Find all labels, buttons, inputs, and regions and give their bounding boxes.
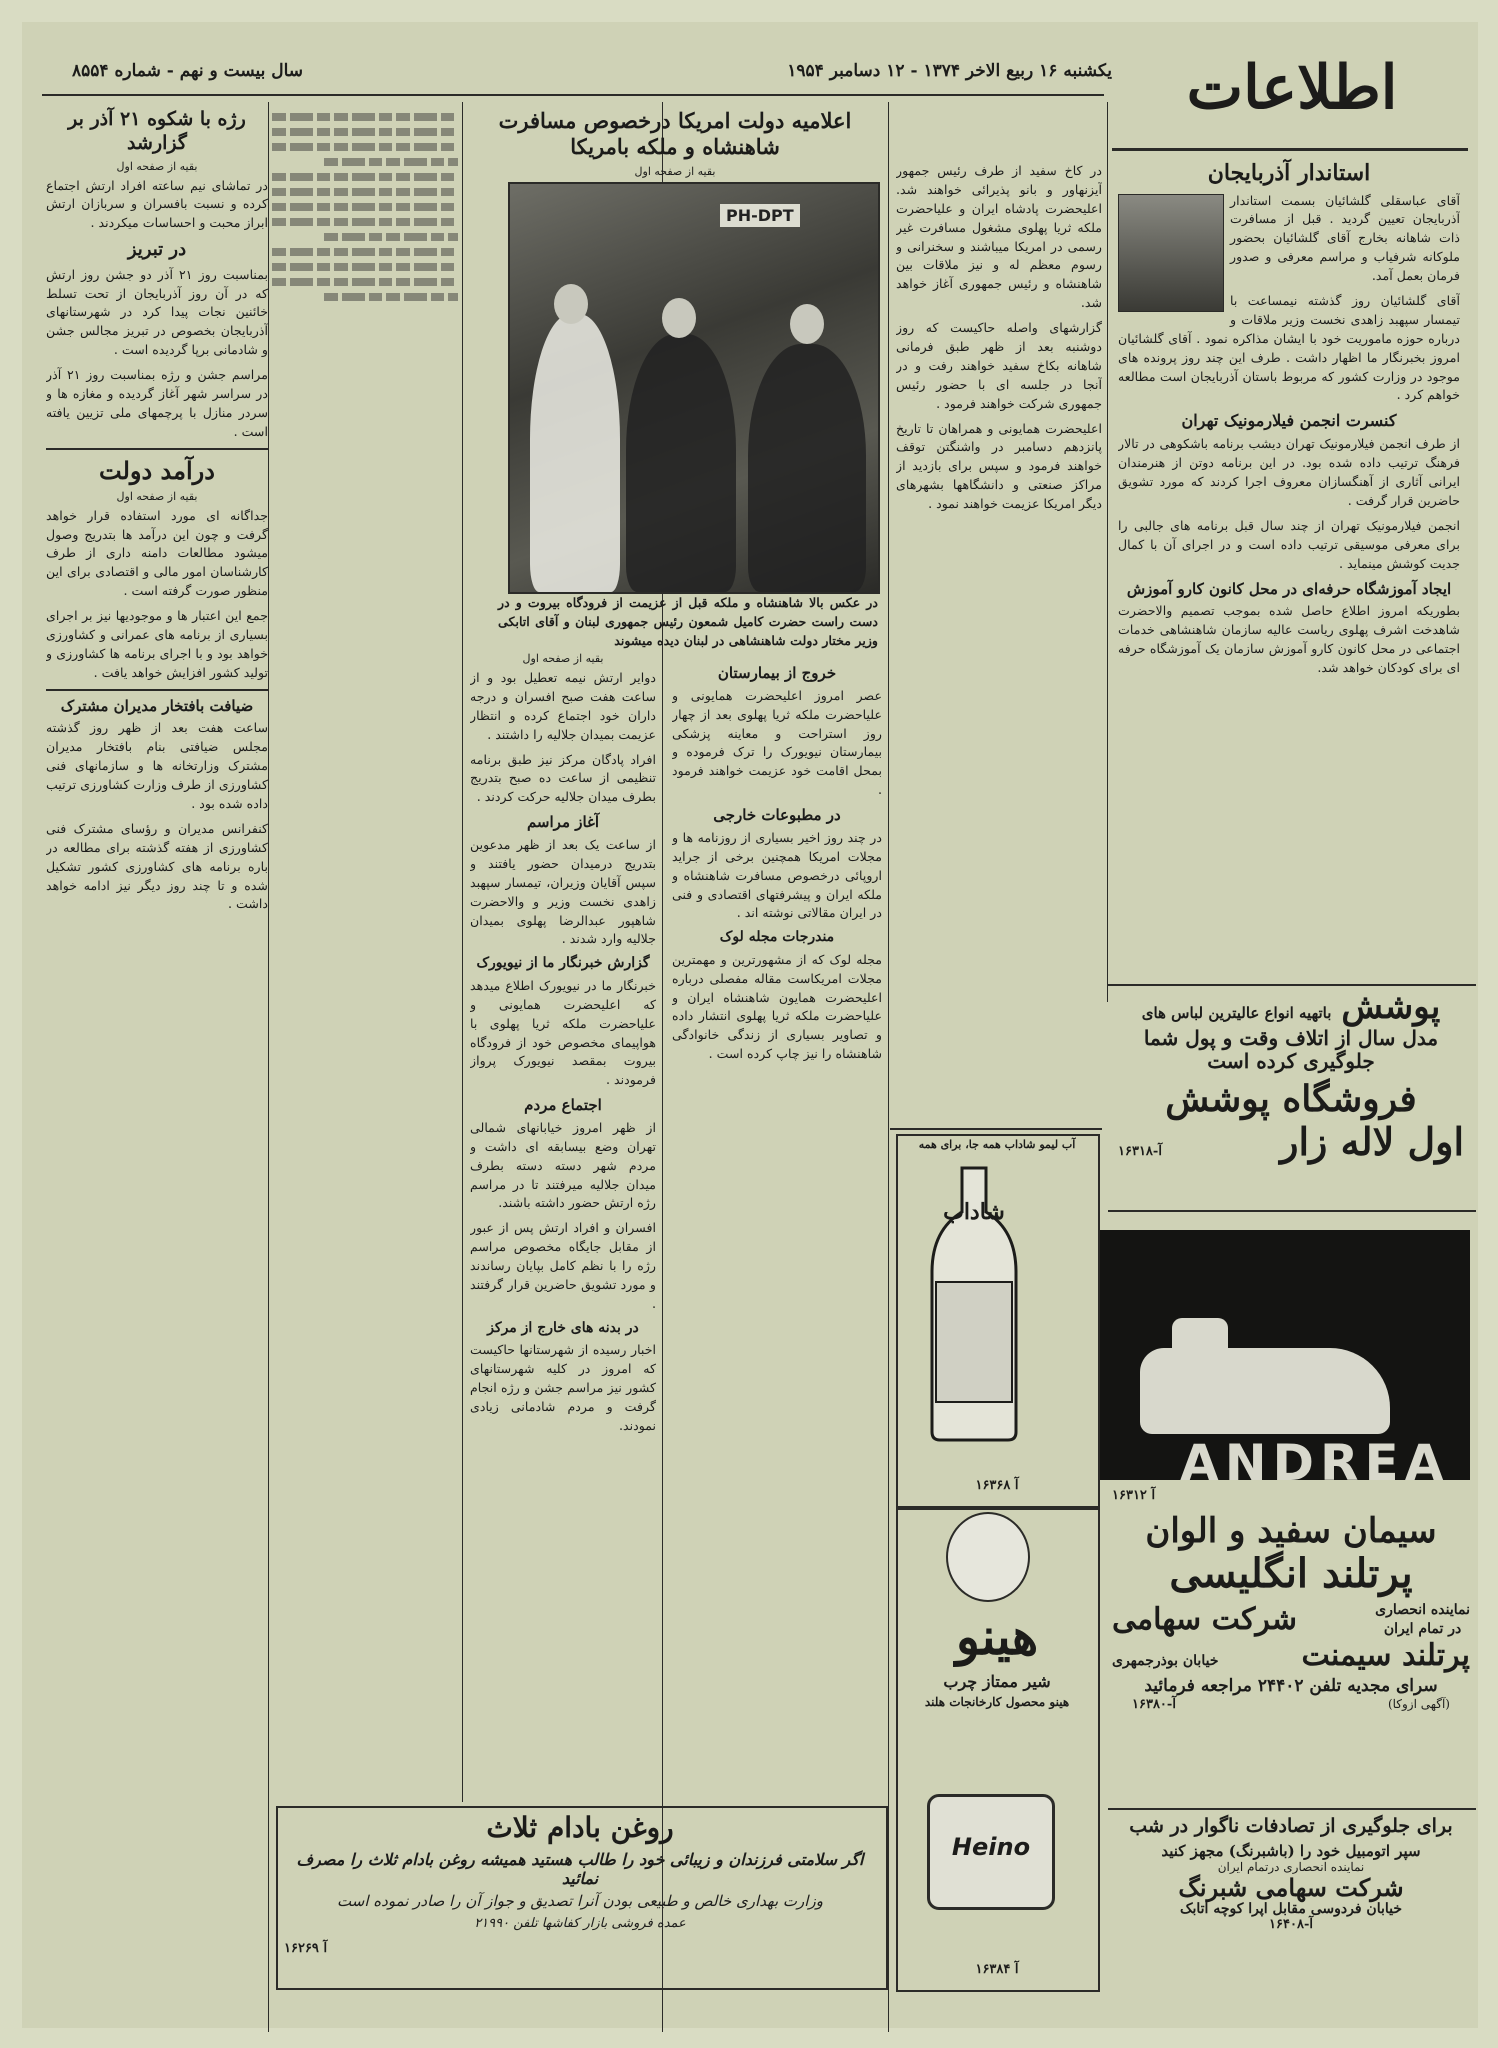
article-text: ساعت هفت بعد از ظهر روز گذشته مجلس ضیافتی بنام بافتخار مدیران مشترک وزارتخانه ها و سازمانهای فنی کشاورزی از طرف وزارت کشاورزی ترتیب داده شده بود . xyxy=(46,720,268,812)
text-line xyxy=(272,218,458,226)
heading-foreign-press: در مطبوعات خارجی xyxy=(713,806,841,825)
ad-brand: ANDREA xyxy=(1180,1434,1450,1480)
article-text: عصر امروز اعلیحضرت همایونی و علیاحضرت ملکه ثریا پهلوی بعد از چهار روز استراحت و معاینه پزشکی بیمارستان نیویورک را ترک فرموده و بمحل اقامت خود عزیمت خواهند فرمود . xyxy=(672,687,882,798)
ad-line: باتهیه انواع عالیترین لباس های xyxy=(1141,1004,1332,1022)
aircraft-registration: PH-DPT xyxy=(720,204,800,227)
article-text: دوایر ارتش نیمه تعطیل بود و از ساعت هفت صبح افسران و درجه داران خود اجتماع کرده و انتظار عزیمت بمیدان جلالیه را داشتند . xyxy=(470,670,656,742)
issue-date: یکشنبه ۱۶ ربیع الاخر ۱۳۷۴ - ۱۲ دسامبر ۱۹۵۴ xyxy=(787,61,1112,81)
ad-line: سپر اتومبیل خود را (باشبرنگ) مجهز کنید xyxy=(1161,1841,1421,1860)
ad-code: آ-۱۶۳۱۸ xyxy=(1118,1144,1162,1160)
article-text: جداگانه ای مورد استفاده قرار خواهد گرفت و چون این درآمد ها بتدریج وصول میشود مطالعات دامنه داری از طرف کارشناسان امور مالی و اقتصادی برای این منظور صورت گرفته است . xyxy=(46,507,268,599)
ad-store-name: فروشگاه پوشش xyxy=(1165,1078,1417,1121)
ad-code: آ ۱۶۳۱۲ xyxy=(1112,1488,1156,1503)
newspaper-page xyxy=(22,22,1478,2028)
photo-caption: در عکس بالا شاهنشاه و ملکه قبل از عزیمت از فرودگاه بیروت و در دست راست حضرت کامیل شمعون رئیس جمهوری لبنان و آقای اتابکی وزیر مختار دولت شاهنشاهی در لبنان دیده میشوند xyxy=(498,595,878,648)
ad-heino-text xyxy=(900,1608,1094,1788)
text-line xyxy=(272,143,458,151)
heading-newyork-report: گزارش خبرنگار ما از نیویورک xyxy=(476,955,650,972)
ad-line: جلوگیری کرده است xyxy=(1207,1049,1375,1074)
text-line xyxy=(272,188,458,196)
ad-code: آ-۱۶۴۰۸ xyxy=(1269,1917,1313,1933)
ad-line: برای جلوگیری از تصادفات ناگوار در شب xyxy=(1129,1815,1453,1837)
ad-line: نماینده انحصاری درتمام ایران xyxy=(1217,1859,1365,1874)
ad-code: آ ۱۶۳۸۴ xyxy=(975,1962,1019,1977)
ad-andrea xyxy=(1100,1230,1470,1480)
article-text: گزارشهای واصله حاکیست که روز دوشنبه بعد از ظهر طبق فرمانی شاهانه بکاخ سفید خواهند رفت و در آنجا در جلسه ای با حضور رئیس جمهوری شرکت خواهند فرمود . xyxy=(896,320,1102,411)
ad-brand: شاداب xyxy=(943,1199,1005,1225)
heading-ceremony-start: آغاز مراسم xyxy=(526,813,600,832)
continued-note: بقیه از صفحه اول xyxy=(634,164,716,178)
heading-parade: رژه با شکوه ۲۱ آذر بر گزارشد xyxy=(68,108,246,154)
article-text: آقای عباسقلی گلشائیان بسمت استاندار آذربایجان تعیین گردید . قبل از مسافرت ذات شاهانه بخارج آقای گلشائیان بحضور ملوکانه شرفیاب و مراسم معرفی و صدور فرمان بعمل آمد. xyxy=(1230,192,1460,284)
column-news-right xyxy=(1118,158,1460,978)
ad-company: شرکت سهامی xyxy=(1112,1601,1298,1637)
figure xyxy=(748,344,866,592)
text-line xyxy=(324,233,458,241)
continued-note: بقیه از صفحه اول xyxy=(116,489,198,503)
text-line xyxy=(272,113,458,121)
lead-headline-block xyxy=(470,106,880,186)
governor-portrait xyxy=(1118,194,1224,312)
ad-line: مدل سال از اتلاف وقت و پول شما xyxy=(1143,1026,1439,1051)
can-brand: Heino xyxy=(951,1833,1031,1861)
ad-line: خیابان بوذرجمهری xyxy=(1112,1652,1219,1669)
ad-shavab-code xyxy=(900,1474,1094,1496)
ad-line: در تمام ایران xyxy=(1383,1620,1462,1637)
column-parade xyxy=(470,652,656,1782)
heading-banquet: ضیافت بافتخار مدیران مشترک xyxy=(60,696,254,715)
baby-illustration xyxy=(946,1512,1030,1602)
heading-tabriz: در تبریز xyxy=(127,239,187,261)
article-text: از ساعت یک بعد از ظهر مدعوین بتدریج درمیدان حضور یافتند و سپس آقایان وزیران، تیمسار سپهبد زاهدی نخست وزیر و والاحضرت شاهپور عبدالرضا پهلوی بمیدان جلالیه وارد شدند . xyxy=(470,836,656,947)
section-rule xyxy=(1108,984,1476,986)
ad-code: آ ۱۶۳۶۸ xyxy=(975,1478,1019,1493)
section-rule xyxy=(46,448,268,450)
masthead xyxy=(1122,54,1462,150)
text-line xyxy=(272,173,458,181)
section-rule xyxy=(1108,1808,1476,1810)
article-text: مراسم جشن و رژه بمناسبت روز ۲۱ آذر در سراسر شهر آغاز گردیده و مغازه ها و سردر منازل با پرچمهای ملی تزیین یافته است . xyxy=(46,367,268,439)
lead-column-right xyxy=(896,162,1102,852)
article-text: از طرف انجمن فیلارمونیک تهران دیشب برنامه باشکوهی در تالار فرهنگ ترتیب داده شده بود. در این برنامه دوتن از هنرمندان ایرانی آثاری از آهنگسازان معروف اجرا کردند که مورد تشویق حاضرین قرار گرفت . xyxy=(1118,436,1460,508)
masthead-title: اطلاعات xyxy=(1186,54,1398,123)
ad-address: سرای مجدیه تلفن ۲۴۴۰۲ مراجعه فرمائید xyxy=(1144,1676,1438,1697)
face xyxy=(554,284,588,324)
date-bar xyxy=(72,52,1112,90)
figure xyxy=(530,314,620,592)
divider xyxy=(888,102,889,2032)
article-text: خبرنگار ما در نیویورک اطلاع میدهد که اعلیحضرت همایونی و علیاحضرت ملکه ثریا پهلوی با هواپیمای مخصوص خود از فرودگاه بیروت بمقصد نیویورک پرواز فرمودند . xyxy=(470,977,656,1088)
ad-cement xyxy=(1112,1512,1470,1802)
article-text: بطوریکه امروز اطلاع حاصل شده بموجب تصمیم والاحضرت شاهدخت اشرف پهلوی ریاست عالیه سازمان شاهنشاهی خدمات اجتماعی در محل کانون کارو آموزش سازمان یک آموزشگاه حرفه ای برای کودکان خواهد شد. xyxy=(1118,603,1460,675)
continued-note: بقیه از صفحه اول xyxy=(522,652,604,665)
article-text: انجمن فیلارمونیک تهران از چند سال قبل برنامه های جالبی را برای معرفی موسیقی ترتیب داده است و در اجرای آن با کمال جدیت کوشش مینماید . xyxy=(1118,517,1460,571)
text-line xyxy=(272,128,458,136)
milk-can xyxy=(927,1794,1055,1910)
ad-product xyxy=(924,1200,1024,1240)
lead-column-middle xyxy=(672,662,882,1182)
ad-code: آ ۱۶۲۶۹ xyxy=(284,1941,328,1957)
face xyxy=(790,304,824,344)
text-line xyxy=(272,203,458,211)
ad-line: اگر سلامتی فرزندان و زیبائی خود را طالب هستید همیشه روغن بادام ثلاث را مصرف نمائید xyxy=(296,1850,864,1889)
article-text: افسران و افراد ارتش پس از عبور از مقابل جایگاه مخصوص مراسم رژه را با نظم کامل بپایان رساندند و مورد تشویق حاضرین قرار گرفتند . xyxy=(470,1220,656,1311)
figure xyxy=(626,334,736,592)
article-text: کنفرانس مدیران و رؤسای مشترک فنی کشاورزی از هفته گذشته برای مطالعه در باره برنامه های کشاورزی کشور تشکیل شده و تا چند روز دیگر نیز ادامه خواهد داشت . xyxy=(46,820,268,912)
ad-line: آب لیمو شاداب همه جا، برای همه xyxy=(918,1138,1076,1151)
heading-provinces: در بدنه های خارج از مرکز xyxy=(487,1319,639,1336)
ad-line: عمده فروشی بازار کفاشها تلفن ۲۱۹۹۰ xyxy=(474,1916,686,1932)
heading-hospital: خروج از بیمارستان xyxy=(717,664,837,682)
column-parade-continued xyxy=(272,106,458,1786)
lead-headline: اعلامیه دولت امریکا درخصوص مسافرت شاهنشاه و ملکه بامریکا xyxy=(498,108,852,160)
ad-brand: هینو xyxy=(955,1607,1039,1666)
ad-company: شرکت سهامی شبرنگ xyxy=(1178,1872,1404,1902)
section-rule xyxy=(1108,1210,1476,1212)
ad-title: روغن بادام ثلاث xyxy=(486,1811,674,1844)
heading-crowd: اجتماع مردم xyxy=(524,1096,602,1115)
issue-number: سال بیست و نهم - شماره ۸۵۵۴ xyxy=(72,61,304,81)
continued-note: بقیه از صفحه اول xyxy=(116,159,198,173)
ad-title: سیمان سفید و الوان xyxy=(1145,1511,1437,1551)
ad-shabrang xyxy=(1112,1816,1470,1986)
text-line xyxy=(324,293,458,301)
heading-look-magazine: مندرجات مجله لوک xyxy=(719,929,835,946)
heading-governor: استاندار آذربایجان xyxy=(1207,160,1371,186)
article-text: اخبار رسیده از شهرستانها حاکیست که امروز در کلیه شهرستانهای کشور نیز مراسم جشن و رژه انجام گرفت و مردم شادمانی زیادی نمودند. xyxy=(470,1342,656,1433)
article-text: بمناسبت روز ۲۱ آذر دو جشن روز ارتش که در آن روز آذربایجان از تحت تسلط خائنین نجات پیدا کرد در شهرستانهای آذربایجان بخصوص در تبریز مجالس جشن و شادمانی برپا گردیده است . xyxy=(46,266,268,358)
ad-line: وزارت بهداری خالص و طبیعی بودن آنرا تصدیق و جواز آن را صادر نموده است xyxy=(337,1892,823,1911)
ad-line: نماینده انحصاری xyxy=(1375,1602,1470,1619)
text-line xyxy=(324,158,458,166)
ad-title: پرتلند انگلیسی xyxy=(1169,1550,1413,1598)
article-text: در کاخ سفید از طرف رئیس جمهور آیزنهاور و بانو پذیرائی خواهند شد. اعلیحضرت پادشاه ایران و علیاحضرت ملکه ثریا پهلوی مشغول مسافرت غیر رسمی در امریکا میباشند و سخنرانی و رسوم معظم له و نیز ملاقات بین شاهنشاه و رئیس جمهوری آغاز خواهد شد. xyxy=(896,163,1102,311)
divider xyxy=(1107,102,1108,1002)
ad-address: خیابان فردوسی مقابل اپرا کوچه اتابک xyxy=(1179,1901,1403,1918)
text-line xyxy=(272,248,458,256)
article-text: افراد پادگان مرکز نیز طبق برنامه تنظیمی از ساعت ده صبح بتدریج بطرف میدان جلالیه حرکت کردند . xyxy=(470,751,656,805)
text-line xyxy=(272,278,458,286)
ad-almond-oil-text xyxy=(284,1812,876,1980)
top-rule xyxy=(42,94,1104,96)
article-text: آقای گلشائیان روز گذشته نیمساعت با تیمسار سپهبد زاهدی نخست وزیر ملاقات و درباره حوزه ماموریت خود با ایشان مذاکره نمود . آقای گلشائیان امروز بخبرنگار ما اظهار داشت . طرف این چند روز پرونده های موجود در وزارت کشور که مربوط باستان آذربایجان است مطالعه خواهم کرد . xyxy=(1118,292,1460,403)
ad-code: آ-۱۶۳۸۰ xyxy=(1132,1696,1176,1712)
ad-heino-code xyxy=(900,1958,1094,1980)
masthead-rule xyxy=(1112,148,1468,151)
article-text: اعلیحضرت همایونی و همراهان تا تاریخ پانزدهم دسامبر در واشنگتن توقف خواهند فرمود و سپس برای بازدید از مراکز صنعتی و دانشگاهها بشهرهای دیگر امریکا عزیمت خواهند نمود . xyxy=(896,420,1102,512)
section-rule xyxy=(46,689,268,691)
article-text: مجله لوک که از مشهورترین و مهمترین مجلات امریکاست مقاله مفصلی درباره اعلیحضرت همایون شاهنشاه ایران و علیاحضرت ملکه ثریا پهلوی انتشار داده و تصاویر بسیاری از زندگی خانوادگی شاهنشاه را نیز چاپ کرده است . xyxy=(672,951,882,1062)
heading-state-income: درآمد دولت xyxy=(99,455,215,485)
section-rule xyxy=(890,1128,1102,1130)
article-text: در تماشای نیم ساعته افراد ارتش اجتماع کرده و نسبت بافسران و سربازان ارتش ابراز محبت و احساسات میکردند . xyxy=(46,177,268,231)
ad-address: اول لاله زار xyxy=(1280,1119,1464,1165)
royal-photo xyxy=(508,182,880,594)
article-text: از ظهر امروز خیابانهای شمالی تهران وضع بیسابقه ای داشت و مردم شهر دسته دسته بطرف میدان جلالیه میرفتند تا در مراسم رژه ارتش حضور داشته باشند. xyxy=(470,1119,656,1211)
heading-school: ایجاد آموزشگاه حرفه‌ای در محل کانون کارو آموزش xyxy=(1126,579,1452,598)
ad-poosh xyxy=(1112,988,1470,1198)
divider xyxy=(268,102,269,2032)
divider xyxy=(462,102,463,1802)
ad-line: هینو محصول کارخانجات هلند xyxy=(924,1694,1070,1709)
ad-line: شیر ممتاز چرب xyxy=(943,1671,1051,1691)
ad-company-name: پرتلند سیمنت xyxy=(1301,1637,1470,1673)
article-text: در چند روز اخیر بسیاری از روزنامه ها و مجلات امریکا همچنین برخی از جراید اروپائی درخصوص مسافرت شاهنشاه و ملکه ایران و پیشرفتهای اقتصادی و فنی در ایران مقالاتی نوشته اند . xyxy=(672,829,882,921)
ad-brand: پوشش xyxy=(1341,987,1441,1027)
ad-andrea-code xyxy=(1112,1484,1470,1504)
text-line xyxy=(272,263,458,271)
face xyxy=(662,298,696,338)
sewing-machine-graphic xyxy=(1140,1348,1390,1434)
column-news-left xyxy=(46,106,268,1996)
ad-note: (آگهی ازوکا) xyxy=(1387,1696,1450,1711)
heading-concert: کنسرت انجمن فیلارمونیک تهران xyxy=(1181,411,1397,431)
article-text: جمع این اعتبار ها و موجودیها نیز بر اجرای بسیاری از برنامه های عمرانی و کشاورزی خواهد بود و با اجرای برنامه ها کشاورزی و تولید کشور افزایش خواهد یافت . xyxy=(46,608,268,680)
